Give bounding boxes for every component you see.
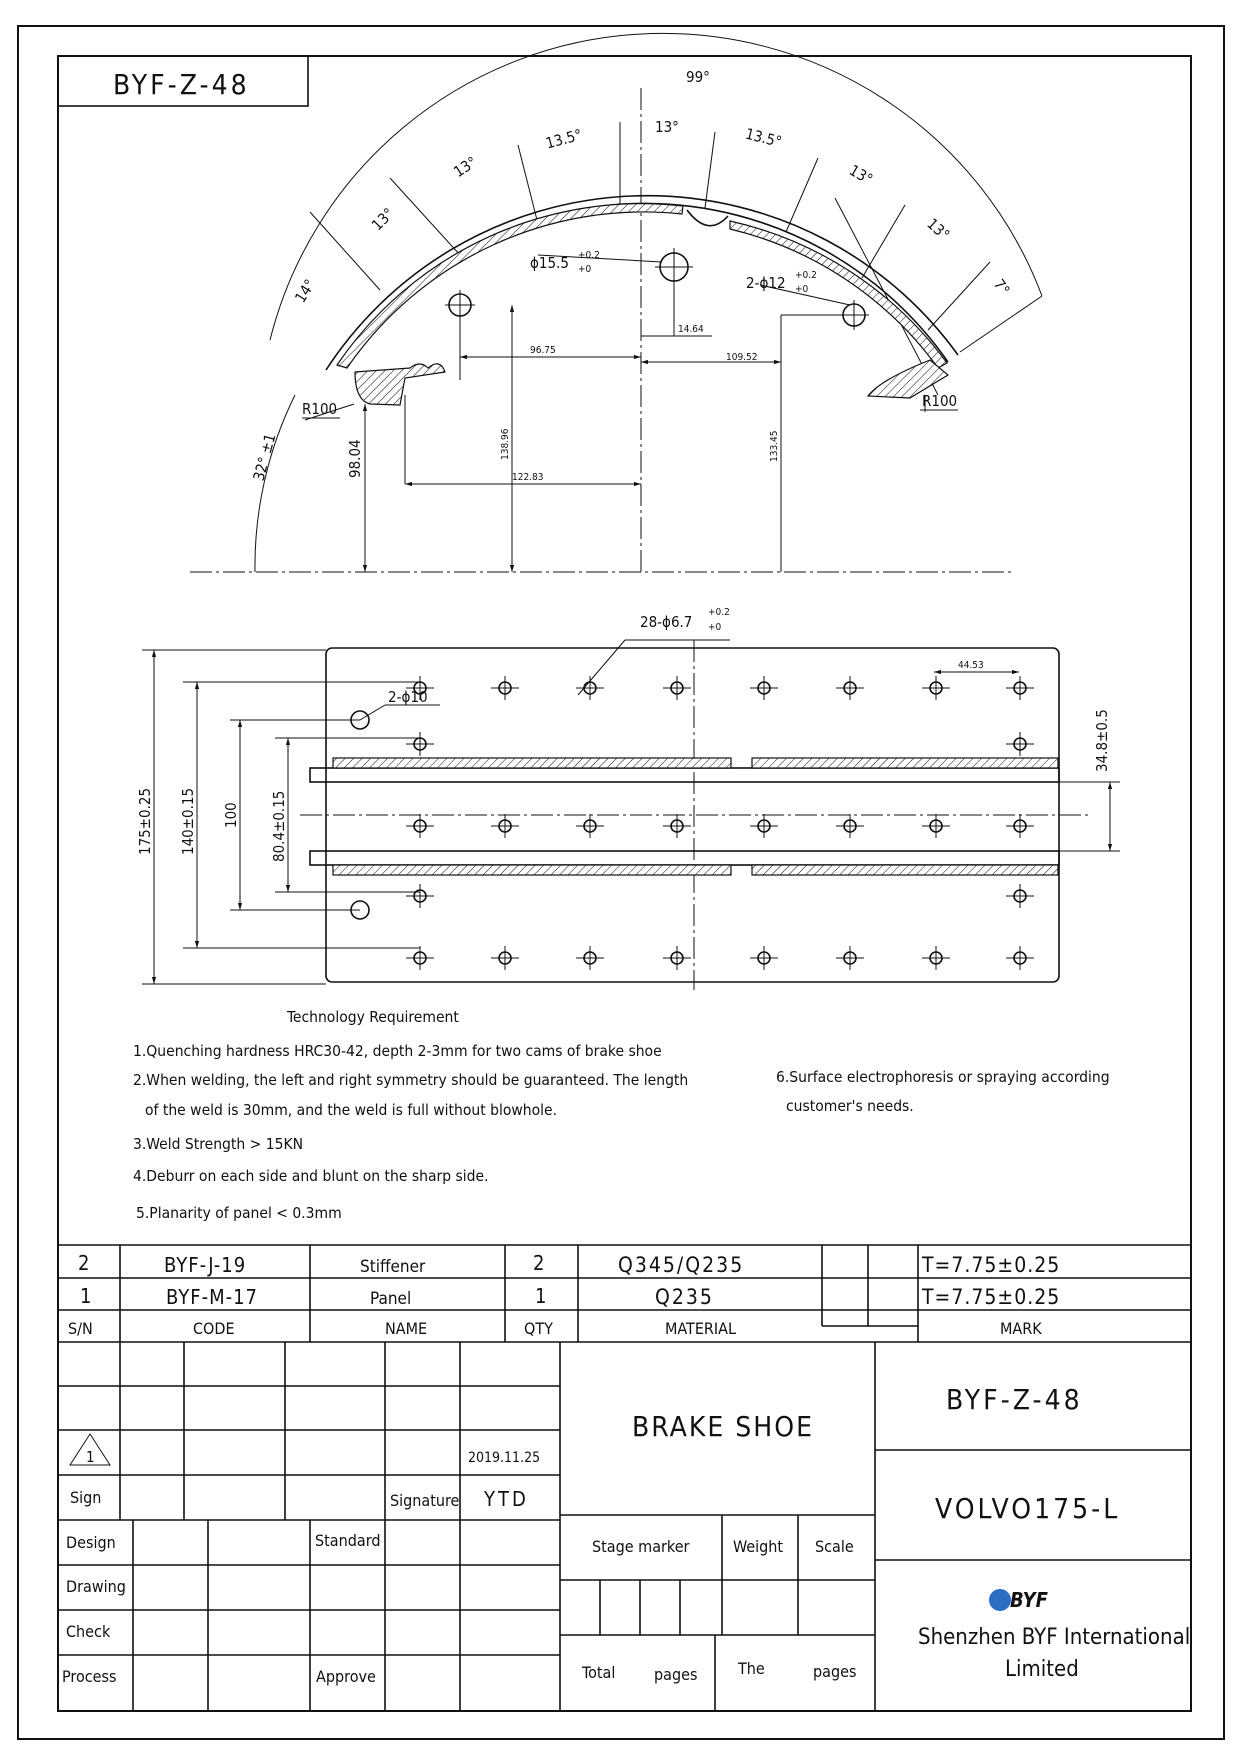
bom-sn: 2 — [78, 1251, 90, 1275]
bom-header-name: NAME — [385, 1319, 428, 1338]
pin-holes-tol-upper: +0.2 — [795, 270, 817, 281]
pin-holes-label: 2-ϕ12 — [746, 274, 786, 292]
date: 2019.11.25 — [468, 1450, 541, 1466]
bom-qty: 1 — [535, 1284, 547, 1308]
left-abutment — [355, 364, 445, 405]
angle-label: 13° — [923, 214, 954, 245]
angle-label: 14° — [291, 276, 320, 306]
company-logo-icon — [989, 1589, 1011, 1611]
width-100: 100 — [222, 802, 240, 828]
plan-dimension-lines — [142, 640, 1120, 984]
bom-mark: T=7.75±0.25 — [922, 1285, 1061, 1309]
cam-hole-tol-lower: +0 — [578, 264, 592, 275]
tech-item: 5.Planarity of panel < 0.3mm — [136, 1204, 342, 1222]
angle-label: 13.5° — [543, 125, 584, 153]
bom-header-sn: S/N — [68, 1319, 93, 1338]
bom-name: Stiffener — [360, 1257, 426, 1277]
reference-number: VOLVO175-L — [935, 1492, 1121, 1525]
holes-10-label: 2-ϕ10 — [388, 688, 428, 706]
top-notch — [687, 210, 728, 226]
rivet-tol-lower: +0 — [708, 622, 722, 633]
approve-label: Approve — [316, 1667, 376, 1686]
signer: YTD — [484, 1487, 529, 1511]
cam-hole-label: ϕ15.5 — [530, 254, 569, 272]
bom-text — [68, 1251, 1060, 1338]
weight-label: Weight — [733, 1537, 784, 1556]
bom-header-material: MATERIAL — [665, 1319, 737, 1338]
design-label: Design — [66, 1533, 116, 1552]
tech-item: 1.Quenching hardness HRC30-42, depth 2-3mm for two cams of brake shoe — [133, 1042, 662, 1060]
standard-label: Standard — [315, 1531, 381, 1550]
sign-label: Sign — [70, 1488, 102, 1507]
tech-item: of the weld is 30mm, and the weld is full without blowhole. — [145, 1101, 558, 1119]
bom-name: Panel — [370, 1289, 412, 1309]
gap-label: 34.8±0.5 — [1093, 709, 1111, 772]
stage-marker-label: Stage marker — [592, 1537, 690, 1556]
pages-label: pages — [813, 1662, 857, 1681]
bom-header-code: CODE — [193, 1319, 235, 1338]
tech-item: customer's needs. — [786, 1097, 914, 1115]
part-name: BRAKE SHOE — [632, 1410, 814, 1443]
radius-left: R100 — [302, 400, 338, 418]
scale-label: Scale — [815, 1537, 854, 1556]
tech-item: 4.Deburr on each side and blunt on the sharp side. — [133, 1167, 489, 1185]
lining-left — [337, 204, 683, 368]
rivet-holes-label: 28-ϕ6.7 — [640, 613, 693, 631]
dim-14-64: 14.64 — [678, 324, 704, 335]
rivet-tol-upper: +0.2 — [708, 607, 730, 618]
check-label: Check — [66, 1622, 111, 1641]
total-label: Total — [582, 1663, 616, 1682]
tech-item: 2.When welding, the left and right symmetry should be guaranteed. The length — [133, 1071, 689, 1089]
radius-right: R100 — [922, 392, 958, 410]
plan-view — [136, 607, 1120, 990]
outer-angle-arc — [255, 395, 295, 572]
left-angle-label: 32° ±1 — [249, 431, 280, 483]
dim-109-52: 109.52 — [726, 352, 758, 363]
width-140: 140±0.15 — [179, 787, 197, 855]
revision-number: 1 — [86, 1448, 95, 1466]
company-name-line2: Limited — [1005, 1657, 1079, 1682]
angle-label: 13° — [655, 118, 679, 136]
rivet-holes — [406, 676, 1034, 970]
pin-holes-tol-lower: +0 — [795, 284, 809, 295]
pages-label: pages — [654, 1665, 698, 1684]
bom-sn: 1 — [80, 1284, 92, 1308]
bom-material: Q345/Q235 — [618, 1253, 745, 1277]
angle-label: 13° — [450, 152, 481, 182]
lining-strip — [752, 758, 1058, 768]
width-80: 80.4±0.15 — [270, 790, 288, 862]
cam-hole-tol-upper: +0.2 — [578, 250, 600, 261]
angle-label: 13° — [846, 161, 876, 189]
lining-strip — [333, 758, 731, 768]
bom-code: BYF-J-19 — [164, 1253, 247, 1277]
bom-header-qty: QTY — [524, 1319, 553, 1338]
dim-122-83: 122.83 — [512, 472, 544, 483]
lining-strip — [752, 865, 1058, 875]
drawing-number-tag: BYF-Z-48 — [113, 68, 250, 101]
tech-item: 3.Weld Strength > 15KN — [133, 1135, 304, 1153]
stiffener-top — [310, 768, 1059, 782]
drawing-border — [58, 56, 1191, 1711]
company-name-line1: Shenzhen BYF International — [918, 1625, 1191, 1650]
bom-qty: 2 — [533, 1251, 545, 1275]
arc-view — [190, 33, 1042, 572]
sheet-border — [18, 26, 1224, 1739]
dim-133-45: 133.45 — [769, 430, 780, 462]
angle-label: 13.5° — [743, 124, 784, 152]
title-drawing-number: BYF-Z-48 — [946, 1383, 1083, 1416]
angle-dimension-arc — [270, 33, 1042, 340]
process-label: Process — [62, 1667, 117, 1686]
signature-label: Signature — [390, 1491, 460, 1510]
stiffener-bottom — [310, 851, 1059, 865]
tech-item: 6.Surface electrophoresis or spraying according — [776, 1068, 1110, 1086]
pitch-label: 44.53 — [958, 660, 984, 671]
title-block-text — [62, 1383, 1190, 1686]
angle-label: 13° — [368, 204, 398, 235]
dim-96-75: 96.75 — [530, 345, 556, 356]
company-logo: BYF — [1010, 1588, 1048, 1612]
drawing-label: Drawing — [66, 1577, 126, 1596]
bom-mark: T=7.75±0.25 — [922, 1253, 1061, 1277]
lining-strip — [333, 865, 731, 875]
angle-label: 7° — [989, 275, 1014, 299]
dim-138-96: 138.96 — [500, 428, 511, 460]
tech-title: Technology Requirement — [287, 1008, 459, 1026]
width-total: 175±0.25 — [136, 787, 154, 855]
the-label: The — [738, 1659, 765, 1678]
bom-code: BYF-M-17 — [166, 1285, 258, 1309]
dim-98-04: 98.04 — [346, 439, 364, 478]
lining-right — [730, 221, 947, 368]
bom-material: Q235 — [655, 1285, 714, 1309]
angle-total: 99° — [686, 68, 710, 86]
bom-header-mark: MARK — [1000, 1319, 1042, 1338]
